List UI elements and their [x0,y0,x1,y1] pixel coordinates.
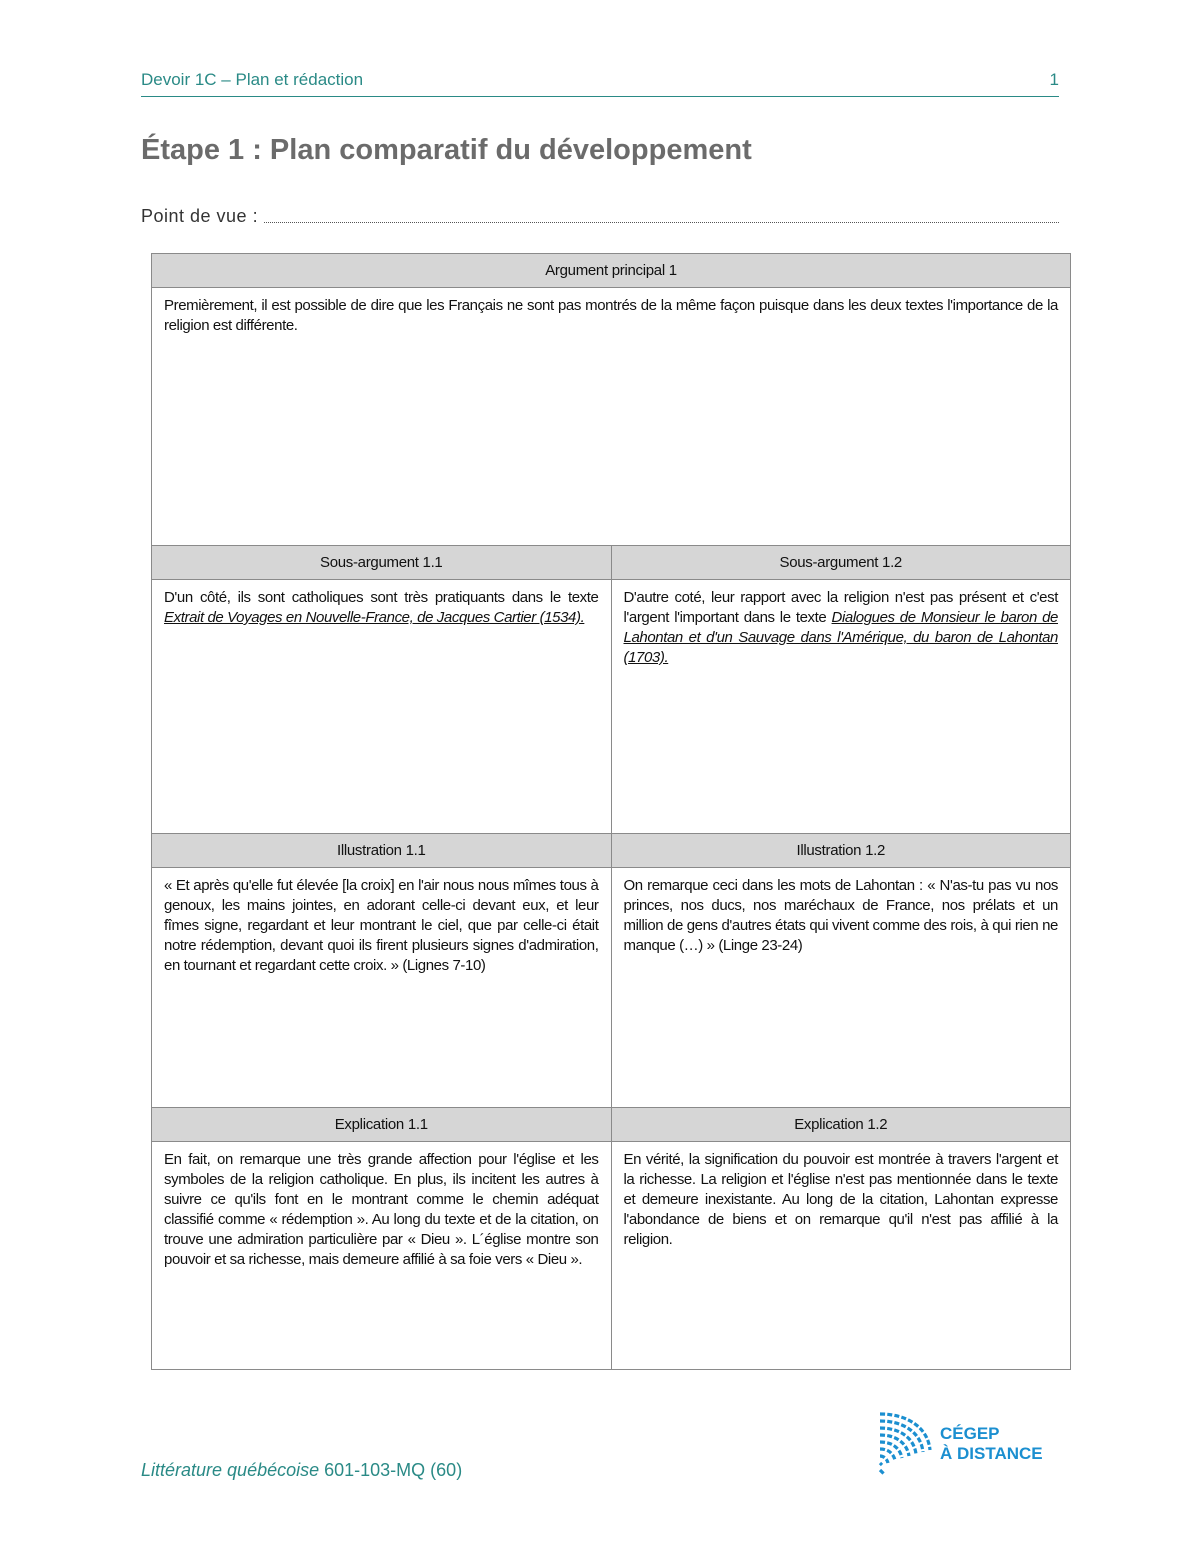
course-code: 601-103-MQ (60) [319,1460,463,1480]
document-title: Devoir 1C – Plan et rédaction [141,70,364,89]
explication-2-text: En vérité, la signification du pouvoir est montrée à travers l'argent et la richesse. La religion et l'église n'est pas mentionnée dans le texte et demeure inexistante. Au long de la citation, Lahontan expresse l'abondance de biens et on remarque qu'il n'est pas affilié à la religion. [611,1142,1071,1370]
explication-1-heading: Explication 1.1 [152,1108,612,1142]
point-de-vue-line [141,206,1059,227]
page-title: Étape 1 : Plan comparatif du développement [141,134,752,166]
explication-2-heading: Explication 1.2 [611,1108,1071,1142]
sous-argument-1-heading: Sous-argument 1.1 [152,546,612,580]
sous-argument-2-reference: Dialogues de Monsieur le baron de Lahontan et d'un Sauvage dans l'Amérique, du baron de Lahontan (1703). [623,609,1058,666]
cegep-wave-icon [878,1410,932,1478]
footer-course [141,1460,462,1481]
sous-argument-2-heading: Sous-argument 1.2 [611,546,1071,580]
point-de-vue-label: Point de vue : [141,206,259,226]
cegep-logo [878,1410,1043,1478]
course-name: Littérature québécoise [141,1460,320,1480]
argument-heading: Argument principal 1 [152,254,1071,288]
page-header [141,70,1059,97]
sous-argument-1-reference: Extrait de Voyages en Nouvelle-France, de Jacques Cartier (1534). [164,609,585,626]
sous-argument-1-cell [152,580,612,834]
sous-argument-2-text: D'autre coté, leur rapport avec la religion n'est pas présent et c'est l'argent l'important dans le texte [623,589,1058,626]
logo-line-1: CÉGEP [940,1424,1000,1443]
illustration-2-text: On remarque ceci dans les mots de Lahontan : « N'as-tu pas vu nos princes, nos ducs, nos maréchaux de France, nos prélats et un million de gens d'autres états qui vivent comme des rois, à qui rien ne manque (…) » (Linge 23-24) [611,868,1071,1108]
explication-1-text: En fait, on remarque une très grande affection pour l'église et les symboles de la religion catholique. En plus, ils incitent les autres à suivre ce qu'ils font en le montrant comme le chemin adéquat classifié comme « rédemption ». Au long du texte et de la citation, on trouve une admiration particulière par « Dieu ». L´église montre son pouvoir et sa richesse, mais demeure affilié à sa foie vers « Dieu ». [152,1142,612,1370]
illustration-1-heading: Illustration 1.1 [152,834,612,868]
illustration-1-text: « Et après qu'elle fut élevée [la croix] en l'air nous nous mîmes tous à genoux, les mains jointes, en adorant celle-ci devant eux, et leur fîmes signe, regardant et leur montrant le ciel, que par celle-ci était notre rédemption, devant quoi ils firent plusieurs signes d'admiration, en tournant et regardant cette croix. » (Lignes 7-10) [152,868,612,1108]
point-de-vue-fill-line [264,208,1059,223]
sous-argument-2-cell [611,580,1071,834]
sous-argument-1-text: D'un côté, ils sont catholiques sont très pratiquants dans le texte [164,589,599,606]
logo-text [940,1424,1043,1464]
argument-text: Premièrement, il est possible de dire que les Français ne sont pas montrés de la même façon puisque dans les deux textes l'importance de la religion est différente. [152,288,1071,546]
plan-table [151,253,1071,1370]
page-number: 1 [1049,70,1059,89]
illustration-2-heading: Illustration 1.2 [611,834,1071,868]
logo-line-2: À DISTANCE [940,1444,1043,1463]
